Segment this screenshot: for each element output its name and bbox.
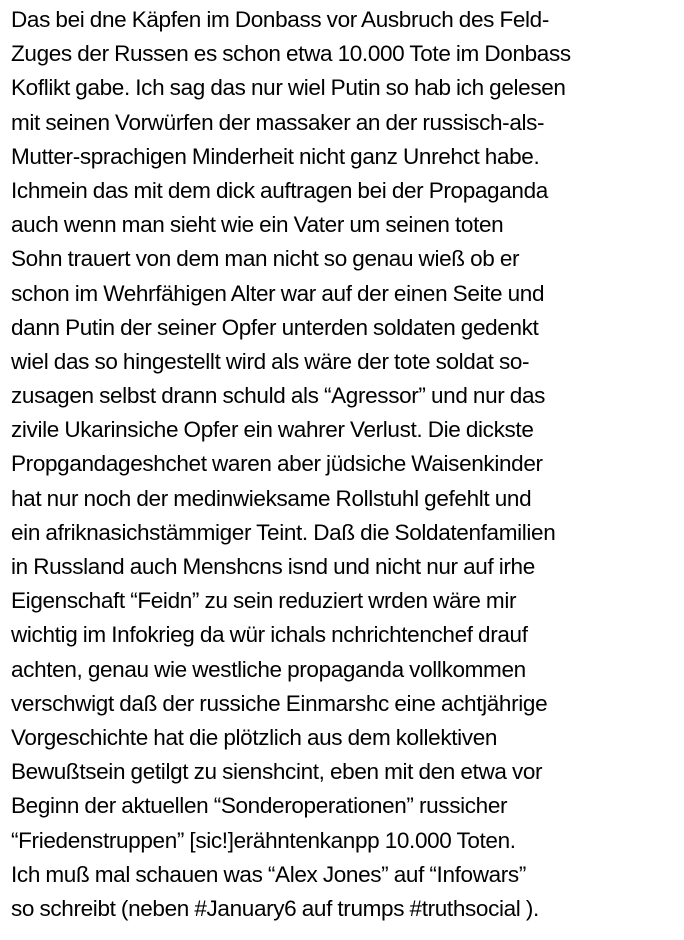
text-line: in Russland auch Menshcns isnd und nicht nur auf irhe — [11, 554, 535, 579]
text-line: auch wenn man sieht wie ein Vater um seinen toten — [11, 212, 504, 238]
text-line: hat nur noch der medinwieksame Rollstuhl gefehlt und — [11, 485, 532, 511]
text-line: wiel das so hingestellt wird als wäre der tote soldat so- — [11, 348, 530, 374]
text-line: zivile Ukarinsiche Opfer ein wahrer Verlust. Die dickste — [11, 417, 534, 443]
text-line: verschwigt daß der russiche Einmarshc eine achtjährige — [11, 690, 548, 716]
text-line: Sohn trauert von dem man nicht so genau wieß ob er — [11, 246, 520, 272]
text-line: dann Putin der seiner Opfer unterden soldaten gedenkt — [11, 314, 539, 340]
text-line: Ich muß mal schauen was “Alex Jones” auf “Infowars” — [11, 861, 526, 887]
text-line: schon im Wehrfähigen Alter war auf der einen Seite und — [11, 280, 545, 306]
text-line: Eigenschaft “Feidn” zu sein reduziert wrden wäre mir — [11, 588, 517, 614]
text-line: Bewußtsein getilgt zu sienshcint, eben mit den etwa vor — [11, 759, 543, 785]
document-body-text — [11, 3, 681, 926]
text-line: zusagen selbst drann schuld als “Agressor” und nur das — [11, 383, 546, 409]
text-line: Propgandageshchet waren aber jüdsiche Waisenkinder — [11, 451, 543, 477]
text-line: mit seinen Vorwürfen der massaker an der russisch-als- — [11, 109, 545, 135]
text-line: Beginn der aktuellen “Sonderoperationen” russicher — [11, 793, 508, 819]
text-line: ein afriknasichstämmiger Teint. Daß die Soldatenfamilien — [11, 519, 556, 545]
text-line: Ichmein das mit dem dick auftragen bei der Propaganda — [11, 177, 548, 203]
text-line: Koflikt gabe. Ich sag das nur wiel Putin so hab ich gelesen — [11, 75, 566, 101]
text-line: Mutter-sprachigen Minderheit nicht ganz Unrehct habe. — [11, 143, 540, 169]
text-line: Vorgeschichte hat die plötzlich aus dem kollektiven — [11, 724, 498, 750]
text-line: achten, genau wie westliche propaganda vollkommen — [11, 656, 526, 682]
text-line: “Friedenstruppen” [sic!]erähntenkanpp 10.000 Toten. — [11, 827, 516, 853]
text-line: wichtig im Infokrieg da wür ichals nchrichtenchef drauf — [11, 622, 528, 648]
text-line: Zuges der Russen es schon etwa 10.000 Tote im Donbass — [11, 41, 571, 67]
text-line: so schreibt (neben #January6 auf trumps #truthsocial ). — [11, 895, 539, 921]
text-line: Das bei dne Käpfen im Donbass vor Ausbruch des Feld- — [11, 7, 549, 32]
